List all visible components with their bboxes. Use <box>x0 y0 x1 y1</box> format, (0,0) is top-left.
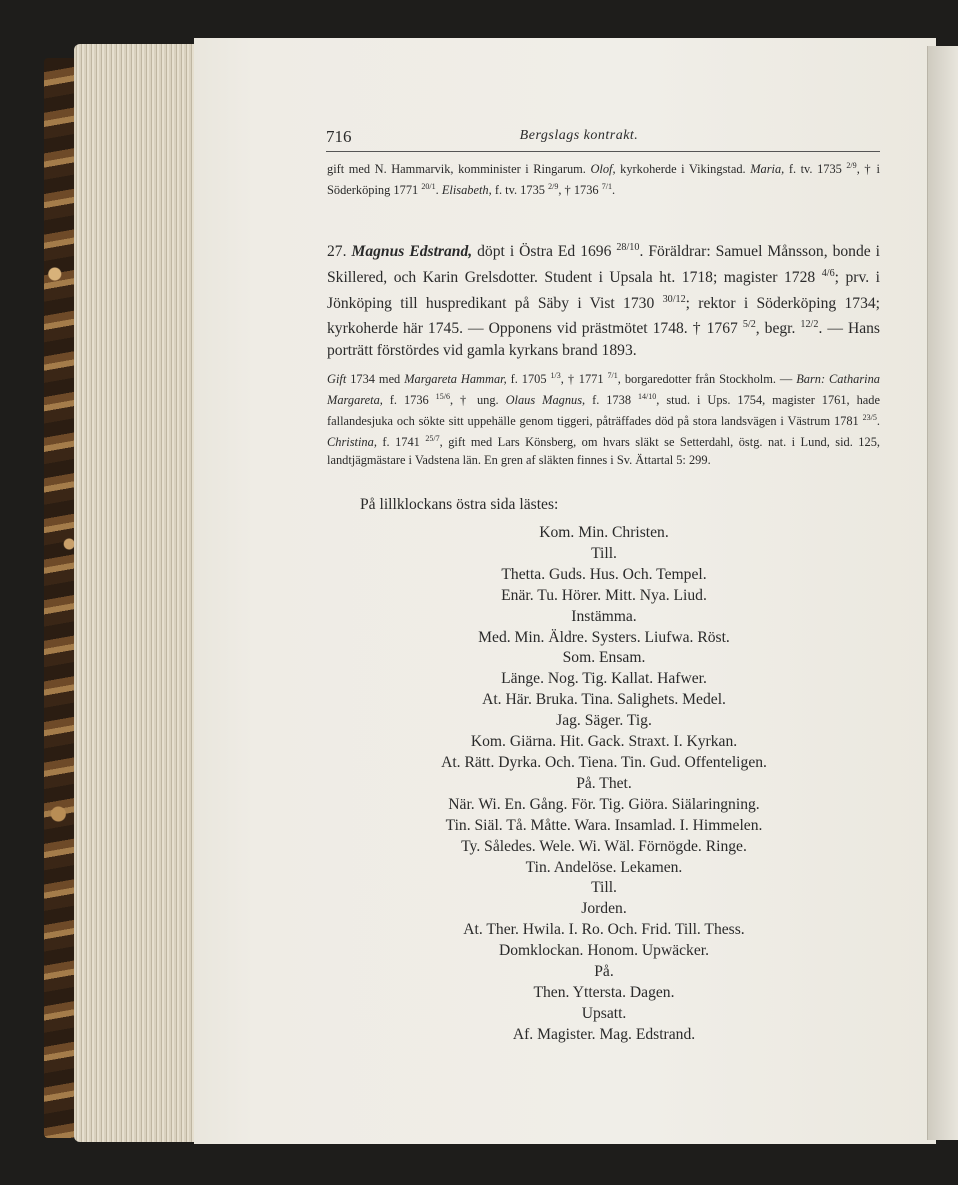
inscription-line: Tin. Andelöse. Lekamen. <box>525 858 683 876</box>
inscription-line: Kom. Min. Christen. <box>539 524 669 541</box>
inscription-line: Jag. Säger. Tig. <box>556 712 652 730</box>
page-number: 716 <box>326 127 352 146</box>
bell-inscription <box>330 523 878 1046</box>
inscription-line: Till. <box>591 879 617 897</box>
inscription-line: Upsatt. <box>581 1004 627 1022</box>
inscription-line: När. Wi. En. Gång. För. Tig. Giöra. Siälaringning. <box>448 795 760 813</box>
inscription-line: Kom. Giärna. Hit. Gack. Straxt. I. Kyrkan. <box>470 733 738 751</box>
family-paragraph: Gift 1734 med Margareta Hammar, f. 1705 $^{1/3}$, † 1771 $^{7/1}$, borgaredotter från Stockholm. — Barn: Catharina Margareta, f. 1736 $^{15/6}$, † ung. Olaus Magnus, f. 1738 $^{14/10}$, stud. i Ups. 1754, magister 1761, hade fallandesjuka och sökte sitt uppehälle genom tiggeri, påträffades död på stora landsvägen i Västrum 1781 $^{23/5}$. Christina, f. 1741 $^{25/7}$, gift med Lars Könsberg, om hvars släkt se Setterdahl, östg. nat. i Lund, sid. 125, landtjägmästare i Vadstena län. En gren af släkten finnes i Sv. Ättartal 5: 299. <box>327 371 880 467</box>
inscription-line: Domklockan. Honom. Upwäcker. <box>498 942 710 960</box>
page-edges <box>74 44 200 1142</box>
inscription-line: At. Här. Bruka. Tina. Salighets. Medel. <box>482 691 726 709</box>
inscription-line: Med. Min. Äldre. Systers. Liufwa. Röst. <box>478 628 730 646</box>
inscription-intro: På lillklockans östra sida lästes: <box>360 496 559 513</box>
inscription-line: At. Ther. Hwila. I. Ro. Och. Frid. Till. Thess. <box>463 921 745 939</box>
inscription-line: Thetta. Guds. Hus. Och. Tempel. <box>501 565 707 583</box>
inscription-line: Tin. Siäl. Tå. Måtte. Wara. Insamlad. I. Himmelen. <box>445 816 763 834</box>
inscription-line: Instämma. <box>571 607 637 625</box>
inscription-line: På. Thet. <box>576 774 632 792</box>
inscription-line: Länge. Nog. Tig. Kallat. Hafwer. <box>501 670 707 688</box>
header-rule <box>326 151 880 152</box>
entry-magnus-edstrand: 27. Magnus Edstrand, döpt i Östra Ed 1696 $^{28/10}$. Föräldrar: Samuel Månsson, bonde i Skillered, och Karin Grelsdotter. Student i Upsala ht. 1718; magister 1728 $^{4/6}$; prv. i Jönköping till huspredikant på Säby i Vist 1730 $^{30/12}$; rektor i Söderköping 1734; kyrkoherde här 1745. — Opponens vid prästmötet 1748. † 1767 $^{5/2}$, begr. $^{12/2}$. — Hans porträtt förstördes vid gamla kyrkans brand 1893. <box>327 242 881 360</box>
inscription-line: På. <box>594 963 614 981</box>
inscription-line: At. Rätt. Dyrka. Och. Tiena. Tin. Gud. Offenteligen. <box>441 753 767 771</box>
inscription-line: Af. Magister. Mag. Edstrand. <box>512 1025 696 1043</box>
running-head: Bergslags kontrakt. <box>519 128 639 143</box>
continued-paragraph: gift med N. Hammarvik, komminister i Ringarum. Olof, kyrkoherde i Vikingstad. Maria, f. tv. 1735 $^{2/9}$, † i Söderköping 1771 $^{20/1}$. Elisabeth, f. tv. 1735 $^{2/9}$, † 1736 $^{7/1}$. <box>327 161 880 198</box>
inscription-line: Ty. Således. Wele. Wi. Wäl. Förnögde. Ringe. <box>461 837 747 855</box>
inscription-line: Jorden. <box>581 900 627 918</box>
facing-page-edge <box>927 46 958 1140</box>
inscription-line: Som. Ensam. <box>562 649 646 667</box>
inscription-line: Till. <box>591 544 617 562</box>
inscription-line: Then. Yttersta. Dagen. <box>533 983 675 1001</box>
inscription-line: Enär. Tu. Hörer. Mitt. Nya. Liud. <box>501 586 707 604</box>
